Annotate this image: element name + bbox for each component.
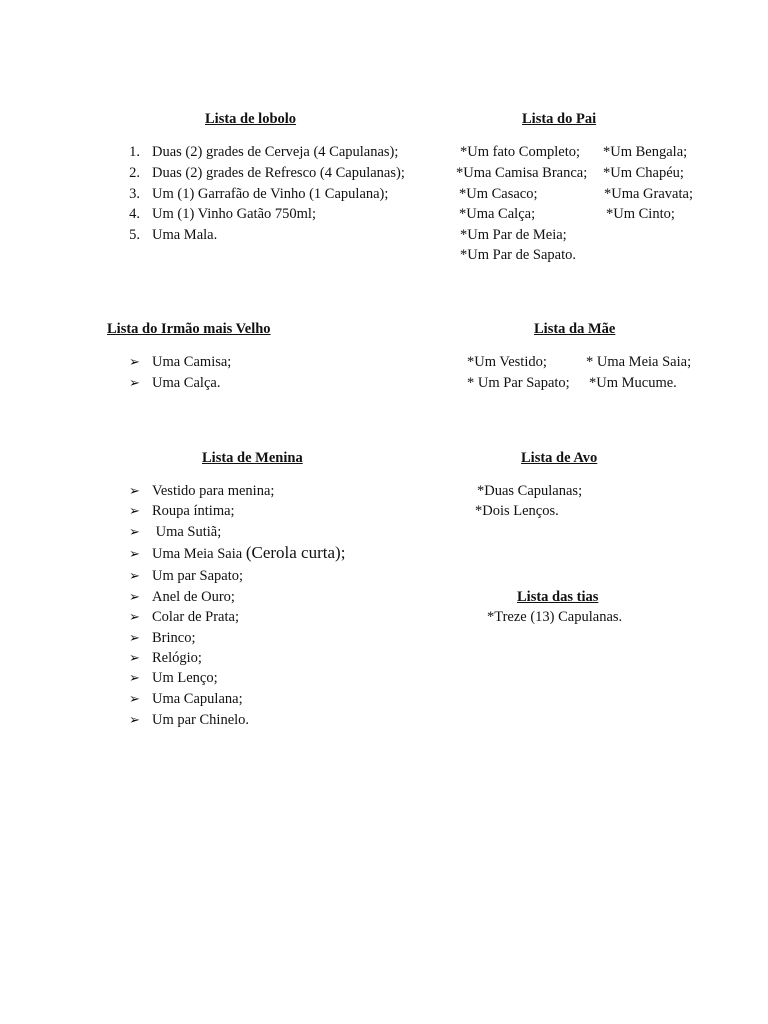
list-item: Uma Calça.: [152, 375, 221, 391]
list-number: 3.: [129, 186, 140, 202]
list-item: *Um Casaco;: [459, 186, 538, 202]
avo-heading: Lista de Avo: [521, 450, 598, 466]
arrow-bullet-icon: ➢: [129, 691, 140, 706]
list-item: Um par Chinelo.: [152, 712, 250, 728]
list-item: Uma Camisa;: [152, 354, 232, 370]
list-number: 4.: [129, 206, 140, 222]
arrow-bullet-icon: ➢: [129, 589, 140, 604]
list-item: [152, 543, 345, 564]
list-item: Uma Mala.: [152, 227, 218, 243]
list-item: *Um Par de Sapato.: [460, 247, 576, 263]
list-item: Um (1) Garrafão de Vinho (1 Capulana);: [152, 186, 389, 202]
arrow-bullet-icon: ➢: [129, 524, 140, 539]
tias-heading: Lista das tias: [517, 589, 599, 605]
list-item: *Uma Camisa Branca;: [456, 165, 588, 181]
arrow-bullet-icon: ➢: [129, 546, 140, 561]
arrow-bullet-icon: ➢: [129, 670, 140, 685]
list-item: *Uma Gravata;: [604, 186, 693, 202]
mae-heading: Lista da Mãe: [534, 321, 616, 337]
list-item: *Um fato Completo;: [460, 144, 581, 160]
list-item: Vestido para menina;: [152, 483, 275, 499]
list-item: *Dois Lenços.: [475, 503, 559, 519]
list-item: * Uma Meia Saia;: [586, 354, 692, 370]
arrow-bullet-icon: ➢: [129, 503, 140, 518]
arrow-bullet-icon: ➢: [129, 375, 140, 390]
arrow-bullet-icon: ➢: [129, 354, 140, 369]
arrow-bullet-icon: ➢: [129, 712, 140, 727]
list-item: Um par Sapato;: [152, 568, 244, 584]
pai-heading: Lista do Pai: [522, 111, 597, 127]
list-item: Anel de Ouro;: [152, 589, 235, 605]
list-item: *Um Chapéu;: [603, 165, 684, 181]
list-item: *Um Par de Meia;: [460, 227, 567, 243]
list-item: *Treze (13) Capulanas.: [487, 609, 623, 625]
list-item: *Um Bengala;: [603, 144, 688, 160]
meia-saia-text: Uma Meia Saia: [152, 546, 246, 562]
list-item: Brinco;: [152, 630, 196, 646]
list-number: 5.: [129, 227, 140, 243]
list-item: *Um Mucume.: [589, 375, 677, 391]
list-item: Uma Capulana;: [152, 691, 243, 707]
irmao-heading: Lista do Irmão mais Velho: [107, 321, 271, 337]
list-number: 2.: [129, 165, 140, 181]
arrow-bullet-icon: ➢: [129, 630, 140, 645]
list-item: Duas (2) grades de Cerveja (4 Capulanas);: [152, 144, 399, 160]
arrow-bullet-icon: ➢: [129, 650, 140, 665]
list-item: Relógio;: [152, 650, 202, 666]
lobolo-heading: Lista de lobolo: [205, 111, 297, 127]
list-number: 1.: [129, 144, 140, 160]
list-item: *Um Cinto;: [606, 206, 675, 222]
list-item: Colar de Prata;: [152, 609, 239, 625]
list-item: *Uma Calça;: [459, 206, 536, 222]
list-item: Um (1) Vinho Gatão 750ml;: [152, 206, 316, 222]
arrow-bullet-icon: ➢: [129, 483, 140, 498]
arrow-bullet-icon: ➢: [129, 568, 140, 583]
list-item: Um Lenço;: [152, 670, 218, 686]
cerola-curta-text: (Cerola curta);: [245, 543, 346, 562]
list-item: *Um Vestido;: [467, 354, 547, 370]
list-item: Duas (2) grades de Refresco (4 Capulanas);: [152, 165, 405, 181]
list-item: Roupa íntima;: [152, 503, 235, 519]
menina-heading: Lista de Menina: [202, 450, 303, 466]
list-item: *Duas Capulanas;: [477, 483, 583, 499]
arrow-bullet-icon: ➢: [129, 609, 140, 624]
list-item: * Um Par Sapato;: [467, 375, 570, 391]
list-item: Uma Sutiã;: [152, 524, 222, 540]
